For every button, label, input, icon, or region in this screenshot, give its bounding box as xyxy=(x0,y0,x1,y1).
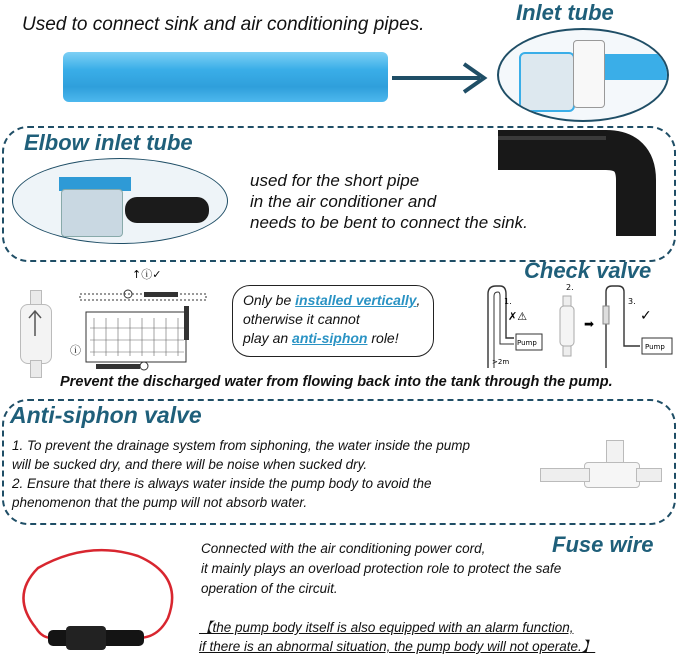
anti-desc xyxy=(12,436,470,512)
check-steps-diagram xyxy=(470,282,675,374)
arrow-right-icon xyxy=(392,60,492,100)
step2-label: 2. xyxy=(566,283,574,292)
anti-desc-line: 1. To prevent the drainage system from siphoning, the water inside the pump xyxy=(12,438,471,453)
inlet-pump-image xyxy=(497,28,669,122)
anti-desc-line: phenomenon that the pump will not absorb water. xyxy=(12,495,308,510)
elbow-tube-image xyxy=(488,132,658,244)
check-note-text xyxy=(243,291,420,348)
anti-siphon-valve-image xyxy=(540,440,660,500)
elbow-desc xyxy=(250,170,528,233)
arrow-up-icon xyxy=(28,308,42,338)
fuse-wire-image xyxy=(8,546,188,654)
note-text: play an xyxy=(243,330,293,346)
svg-text:ⓘ: ⓘ xyxy=(70,344,81,357)
check-caption: Prevent the discharged water from flowing back into the tank through the pump. xyxy=(60,374,613,390)
fuse-alarm-line: if there is an abnormal situation, the pump body will not operate.】 xyxy=(199,639,596,654)
step3-label: 3. xyxy=(628,297,636,306)
inlet-title: Inlet tube xyxy=(516,0,614,25)
elbow-desc-line: in the air conditioner and xyxy=(250,192,437,211)
note-text: role! xyxy=(367,330,399,346)
fuse-desc-line: Connected with the air conditioning power cord, xyxy=(201,541,486,556)
check-title: Check valve xyxy=(524,258,652,283)
anti-desc-line: will be sucked dry, and there will be noise when sucked dry. xyxy=(12,457,368,472)
elbow-desc-line: needs to be bent to connect the sink. xyxy=(250,213,528,232)
anti-desc-line: 2. Ensure that there is always water inside the pump body to avoid the xyxy=(12,476,432,491)
check-install-diagram xyxy=(66,266,216,376)
svg-text:↑ⓘ✓: ↑ⓘ✓ xyxy=(132,268,162,281)
inlet-caption: Used to connect sink and air conditioning pipes. xyxy=(22,14,425,35)
fuse-title: Fuse wire xyxy=(552,532,654,557)
elbow-desc-line: used for the short pipe xyxy=(250,171,420,190)
anti-title: Anti-siphon valve xyxy=(10,402,202,428)
svg-text:➡: ➡ xyxy=(584,317,595,331)
elbow-pump-image xyxy=(12,158,228,244)
fuse-alarm-line: 【the pump body itself is also equipped with an alarm function, xyxy=(199,620,574,635)
note-text: otherwise it cannot xyxy=(243,311,360,327)
svg-text:✗⚠: ✗⚠ xyxy=(508,310,528,323)
pump-label: Pump xyxy=(517,339,537,347)
fuse-desc-line: it mainly plays an overload protection role to protect the safe xyxy=(201,561,562,576)
inlet-tube-image xyxy=(63,52,388,102)
installed-vertically-link: installed vertically xyxy=(295,292,417,308)
height-label: >2m xyxy=(492,358,510,366)
anti-siphon-link: anti-siphon xyxy=(292,330,368,346)
fuse-alarm xyxy=(199,618,595,656)
note-text: , xyxy=(416,292,421,308)
svg-text:✓: ✓ xyxy=(640,308,652,324)
elbow-title: Elbow inlet tube xyxy=(24,130,193,155)
note-text: Only be xyxy=(243,292,296,308)
fuse-desc xyxy=(201,539,561,599)
pump2-label: Pump xyxy=(645,343,665,351)
fuse-desc-line: operation of the circuit. xyxy=(201,581,338,596)
step1-label: 1. xyxy=(504,297,512,306)
